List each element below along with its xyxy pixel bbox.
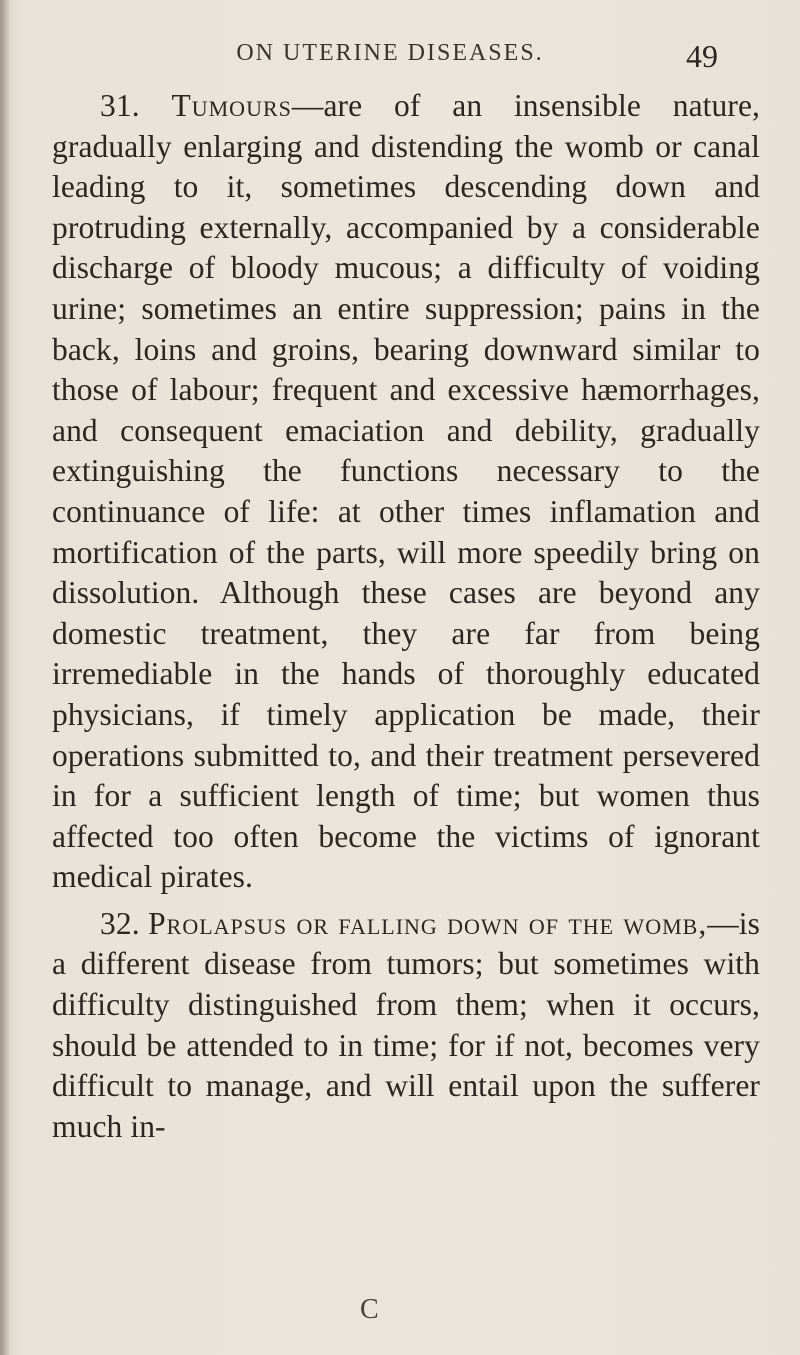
paragraph-tumours: [52, 86, 760, 898]
paragraph-text: —is a different disease from tumors; but sometimes with difficulty distinguished from them; when it occurs, should be attended to in time; for if not, becomes very difficult to manage, and will entail upon the sufferer much in-: [52, 905, 761, 1144]
paragraph-number: 32.: [100, 905, 140, 941]
paragraph-prolapsus: [52, 904, 760, 1148]
paragraph-heading: Prolapsus or falling down of the womb,: [148, 905, 708, 941]
paragraph-number: 31.: [100, 88, 140, 123]
paragraph-text: —are of an insensible nature, gradually enlarging and distending the womb or canal leading to it, sometimes descending down and protruding externally, accompanied by a considerable discharge of bloody mucous; a difficulty of voiding urine; sometimes an entire suppression; pains in the back, loins and groins, bearing downward similar to those of labour; frequent and excessive hæmorrhages, and consequent emaciation and debility, gradually extinguishing the functions necessary to the continuance of life: at other times inflamation and mortification of the parts, will more speedily bring on dissolution. Although these cases are beyond any domestic treatment, they are far from being irremediable in the hands of thoroughly educated physicians, if timely application be made, their operations submitted to, and their treatment persevered in for a sufficient length of time; but women thus affected too often become the victims of ignorant medical pirates.: [52, 88, 760, 895]
page-number: 49: [686, 38, 718, 74]
paragraph-heading: Tumours: [171, 88, 292, 123]
binding-shadow: [0, 0, 10, 1355]
running-title: ON UTERINE DISEASES.: [236, 40, 544, 66]
body-text: [52, 86, 760, 1147]
running-head: [0, 40, 800, 80]
catchword: C: [360, 1294, 379, 1325]
